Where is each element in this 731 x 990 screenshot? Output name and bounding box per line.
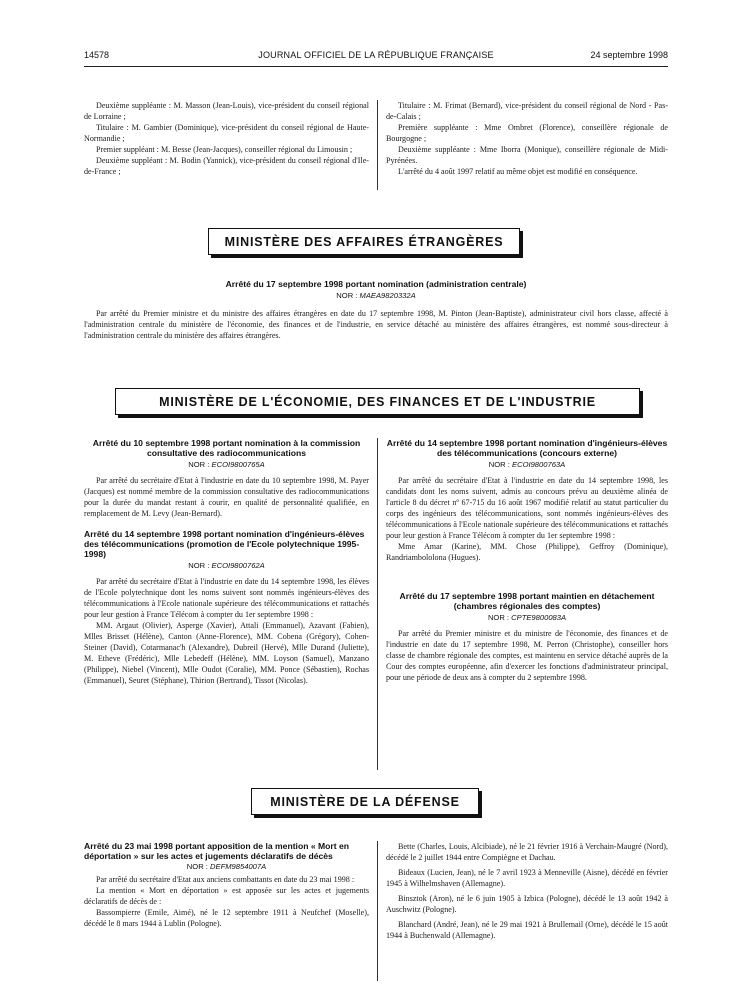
paragraph: Binsztok (Aron), né le 6 juin 1905 à Izbica (Pologne), décédé le 13 août 1942 à Auschwitz (Pologne). — [386, 894, 668, 914]
arrete-body — [386, 475, 668, 563]
paragraph: La mention « Mort en déportation » est apposée sur les actes et jugements déclaratifs de décès de : — [84, 886, 369, 906]
paragraph: Premier suppléant : M. Besse (Jean-Jacques), conseiller régional du Limousin ; — [96, 145, 353, 154]
arrete-affaires — [84, 279, 668, 341]
paragraph: Première suppléante : Mme Ombret (Florence), conseillère régionale de Bourgogne ; — [386, 123, 668, 143]
arrete-concours-externe — [386, 438, 668, 563]
paragraph: Deuxième suppléant : M. Bodin (Yannick), vice-président du conseil régional d'Ile-de-France ; — [84, 156, 369, 176]
nor-code: ECOI9800762A — [211, 561, 265, 570]
paragraph: Par arrêté du secrétaire d'Etat à l'industrie en date du 10 septembre 1998, M. Payer (Jacques) est nommé membre de la commission consultative des radiocommunications pour la durée du mandat restant à courir, en qualité de personnalité qualifiée, en remplacement de M. Levy (Jean-Bernard). — [84, 476, 369, 518]
paragraph: Blanchard (André, Jean), né le 29 mai 1921 à Brullemail (Orne), décédé le 15 août 1944 à Buchenwald (Allemagne). — [386, 920, 668, 940]
nor-reference: NOR : ECOI9800765A — [188, 460, 265, 469]
paragraph: Titulaire : M. Gambier (Dominique), vice-président du conseil régional de Haute-Normandie ; — [84, 123, 369, 143]
arrete-body — [84, 874, 369, 929]
economie-left-column — [84, 438, 369, 686]
arrete-title: Arrêté du 23 mai 1998 portant apposition de la mention « Mort en déportation » sur les actes et jugements déclaratifs de décès — [84, 841, 350, 861]
top-left-column — [84, 100, 369, 177]
nor-code: DEFM9854007A — [210, 862, 267, 871]
paragraph: Bassompierre (Emile, Aimé), né le 12 septembre 1911 à Neufchef (Moselle), décédé le 8 mars 1944 à Lublin (Pologne). — [84, 908, 369, 928]
arrete-body — [84, 475, 369, 519]
nor-code: MAEA9820332A — [359, 291, 416, 300]
nor-reference: NOR : ECOI9800762A — [188, 561, 265, 570]
nor-code: CPTE9800083A — [511, 613, 567, 622]
page-header — [84, 50, 668, 64]
paragraph: Par arrêté du secrétaire d'Etat à l'industrie en date du 14 septembre 1998, les candidats dont les noms suivent, admis au concours prévu au deuxième alinéa de l'article 8 du décret nº 67-715 du 16 août 1967 modifié relatif au statut particulier du corps des ingénieurs des télécommunications, sont nommés ingénieurs-élèves des télécommunications à l'Ecole nationale supérieure des télécommunications et rattachés pour leur gestion à France Télécom à compter du 1er septembre 1998 : — [386, 476, 668, 540]
paragraph: Titulaire : M. Frimat (Bernard), vice-président du conseil régional de Nord - Pas-de-Calais ; — [386, 101, 668, 121]
arrete-title: Arrêté du 14 septembre 1998 portant nomination d'ingénieurs-élèves des télécommunications (concours externe) — [386, 438, 668, 458]
issue-date: 24 septembre 1998 — [590, 50, 668, 60]
header-rule — [84, 66, 668, 67]
economie-right-column — [386, 438, 668, 683]
column-divider — [377, 438, 378, 770]
nor-reference: NOR : MAEA9820332A — [336, 291, 416, 300]
arrete-radiocommunications — [84, 438, 369, 519]
arrete-detachement — [386, 591, 668, 683]
paragraph: Deuxième suppléante : M. Masson (Jean-Louis), vice-président du conseil régional de Lorraine ; — [84, 101, 369, 121]
column-divider — [377, 100, 378, 190]
defense-left-column — [84, 841, 369, 929]
arrete-title: Arrêté du 10 septembre 1998 portant nomination à la commission consultative des radiocommunications — [92, 438, 361, 458]
arrete-body — [84, 308, 668, 341]
column-divider — [377, 841, 378, 981]
paragraph: Bideaux (Lucien, Jean), né le 7 avril 1923 à Menneville (Aisne), décédé en février 1945 à Wilhelmshaven (Allemagne). — [386, 868, 668, 888]
ministry-heading-affaires: MINISTÈRE DES AFFAIRES ÉTRANGÈRES — [208, 228, 520, 255]
nor-code: ECOI9800763A — [512, 460, 566, 469]
paragraph: L'arrêté du 4 août 1997 relatif au même objet est modifié en conséquence. — [398, 167, 638, 176]
nor-code: ECOI9800765A — [211, 460, 265, 469]
ministry-heading-economie: MINISTÈRE DE L'ÉCONOMIE, DES FINANCES ET DE L'INDUSTRIE — [115, 388, 640, 415]
nor-reference: NOR : ECOI9800763A — [488, 460, 566, 469]
arrete-title: Arrêté du 17 septembre 1998 portant nomination (administration centrale) — [225, 279, 527, 289]
paragraph: Par arrêté du secrétaire d'Etat aux anciens combattants en date du 23 mai 1998 : — [96, 875, 355, 884]
arrete-title: Arrêté du 17 septembre 1998 portant maintien en détachement (chambres régionales des comptes) — [399, 591, 655, 611]
arrete-body — [386, 628, 668, 683]
nor-reference: NOR : CPTE9800083A — [487, 613, 567, 622]
paragraph: Bette (Charles, Louis, Alcibiade), né le 21 février 1916 à Verchain-Maugré (Nord), décédé le 2 juillet 1944 entre Compiègne et Dachau. — [386, 842, 668, 862]
arrete-title: Arrêté du 14 septembre 1998 portant nomination d'ingénieurs-élèves des télécommunications (promotion de l'Ecole polytechnique 1995-1998) — [84, 529, 365, 559]
journal-title: JOURNAL OFFICIEL DE LA RÉPUBLIQUE FRANÇAISE — [258, 50, 494, 60]
top-right-column — [386, 100, 668, 177]
paragraph: Par arrêté du Premier ministre et du ministre des affaires étrangères en date du 17 septembre 1998, M. Pinton (Jean-Baptiste), administrateur civil hors classe, affecté à l'administration centrale du ministère de l'économie, des finances et de l'industrie, en service détaché au ministère des affaires étrangères, est nommé sous-directeur à l'administration centrale du ministère des affaires étrangères. — [84, 309, 668, 340]
nor-reference: NOR : DEFM9854007A — [186, 862, 267, 871]
paragraph: Mme Amar (Karine), MM. Chose (Philippe), Geffroy (Dominique), Randriambololona (Hugues). — [386, 542, 668, 562]
paragraph: Par arrêté du secrétaire d'Etat à l'industrie en date du 14 septembre 1998, les élèves de l'Ecole polytechnique dont les noms suivent sont nommés ingénieurs-élèves des télécommunications à l'Ecole nationale supérieure des télécommunications et rattachés pour leur gestion à France Télécom à compter du 1er septembre 1998 : — [84, 577, 369, 619]
defense-right-column — [386, 841, 668, 941]
arrete-polytechnique — [84, 529, 369, 686]
page-number: 14578 — [84, 50, 110, 60]
paragraph: MM. Argaut (Olivier), Asperge (Xavier), Attali (Emmanuel), Azavant (Fabien), Mlles Brisset (Hélène), Canton (Anne-Florence), MM. Cobena (Grégory), Cohen-Steiner (David), Cotarmanac'h (Alexandre), Dubreil (Hervé), Mlle Durand (Juliette), M. Etheve (Frédéric), Mlle Lebedeff (Hélène), MM. Loyson (Samuel), Manzano (Philippe), Niebel (Vincent), Mlle Oudot (Coralie), MM. Ponce (Sébastien), Rochas (Emmanuel), Seuret (Stéphane), Thirion (Bertrand), Tissot (Nicolas). — [84, 621, 369, 685]
paragraph: Deuxième suppléante : Mme Iborra (Monique), conseillère régionale de Midi-Pyrénées. — [386, 145, 668, 165]
ministry-heading-defense: MINISTÈRE DE LA DÉFENSE — [251, 788, 479, 815]
paragraph: Par arrêté du Premier ministre et du ministre de l'économie, des finances et de l'industrie en date du 17 septembre 1998, M. Perron (Christophe), conseiller hors classe de chambre régionale des comptes, est maintenu en service détaché auprès de la Cour des comptes européenne, afin d'exercer les fonctions d'administrateur principal, pour une période de deux ans à compter du 2 septembre 1998. — [386, 629, 668, 682]
arrete-body — [84, 576, 369, 686]
